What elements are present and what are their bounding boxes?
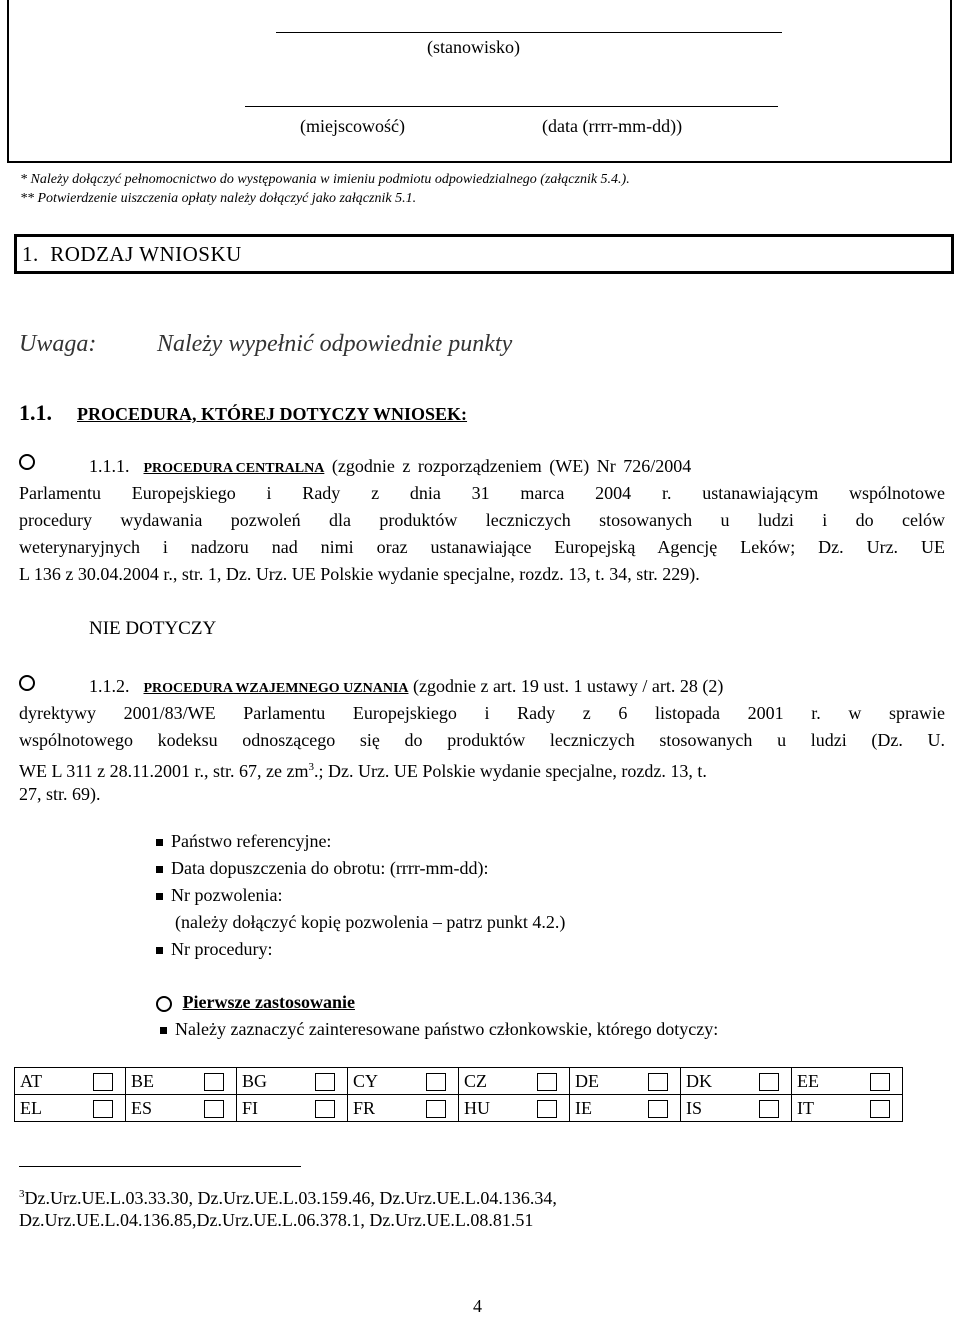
table-row (15, 1068, 903, 1095)
field-permit-note: (należy dołączyć kopię pozwolenia – patrz punkt 4.2.) (175, 912, 566, 932)
subsection-title: PROCEDURA, KTÓREJ DOTYCZY WNIOSEK: (77, 404, 468, 424)
country-cell: HU (459, 1095, 570, 1122)
mutual-recognition-line5: 27, str. 69). (19, 784, 101, 804)
field-authorization-date: Data dopuszczenia do obrotu: (rrrr-mm-dd): (156, 855, 489, 882)
country-checkbox[interactable] (759, 1100, 779, 1118)
position-label: (stanowisko) (427, 37, 520, 57)
signature-box (7, 0, 952, 163)
country-cell: DE (570, 1068, 681, 1095)
country-checkbox[interactable] (870, 1100, 890, 1118)
radio-central-procedure[interactable] (19, 453, 35, 471)
table-row (15, 1095, 903, 1122)
field-procedure-number: Nr procedury: (156, 936, 272, 963)
radio-circle-icon (19, 675, 35, 691)
footnote-line1: $^3$Dz.Urz.UE.L.03.33.30, Dz.Urz.UE.L.03.159.46, Dz.Urz.UE.L.04.136.34, (19, 1188, 557, 1208)
country-cell: BG (237, 1068, 348, 1095)
note-fee-confirmation: ** Potwierdzenie uiszczenia opłaty należy dołączyć jako załącznik 5.1. (20, 191, 417, 206)
country-cell: FR (348, 1095, 459, 1122)
country-checkbox[interactable] (537, 1100, 557, 1118)
field-reference-state: Państwo referencyjne: (156, 828, 331, 855)
first-use-title: Pierwsze zastosowanie (182, 992, 355, 1012)
square-bullet-icon (156, 839, 163, 846)
country-cell: IS (681, 1095, 792, 1122)
country-checkbox[interactable] (315, 1100, 335, 1118)
central-procedure-line2: Parlamentu Europejskiego i Rady z dnia 31 marca 2004 r. ustanawiającym wspólnotowe (19, 483, 945, 503)
radio-circle-icon (19, 454, 35, 470)
mutual-recognition-line1: 1.1.2. PROCEDURA WZAJEMNEGO UZNANIA (zgodnie z art. 19 ust. 1 ustawy / art. 28 (2) (89, 676, 724, 696)
member-state-table (14, 1067, 903, 1122)
footnote-separator (19, 1166, 301, 1167)
square-bullet-icon (156, 947, 163, 954)
uwaga-text: Należy wypełnić odpowiednie punkty (157, 331, 513, 357)
date-label: (data (rrrr-mm-dd)) (542, 116, 683, 136)
country-cell: CY (348, 1068, 459, 1095)
central-procedure-line1: 1.1.1. PROCEDURA CENTRALNA (zgodnie z rozporządzeniem (WE) Nr 726/2004 (89, 456, 692, 476)
central-procedure-line4: weterynaryjnych i nadzoru nad nimi oraz ustanawiające Europejską Agencję Leków; Dz. Urz. UE (19, 537, 945, 557)
country-cell: IE (570, 1095, 681, 1122)
country-checkbox[interactable] (204, 1100, 224, 1118)
country-cell: EE (792, 1068, 903, 1095)
radio-mutual-recognition[interactable] (19, 674, 35, 692)
footnote-line2: Dz.Urz.UE.L.04.136.85,Dz.Urz.UE.L.06.378.1, Dz.Urz.UE.L.08.81.51 (19, 1210, 534, 1230)
country-checkbox[interactable] (315, 1073, 335, 1091)
mutual-recognition-line3: wspólnotowego kodeksu odnoszącego się do produktów leczniczych stosowanych u ludzi (Dz. U. (19, 730, 945, 750)
mutual-recognition-title: PROCEDURA WZAJEMNEGO UZNANIA (143, 681, 409, 696)
square-bullet-icon (160, 1027, 167, 1034)
page-number: 4 (473, 1296, 482, 1316)
country-cell: BE (126, 1068, 237, 1095)
mutual-recognition-line2: dyrektywy 2001/83/WE Parlamentu Europejskiego i Rady z 6 listopada 2001 r. w sprawie (19, 703, 945, 723)
country-checkbox[interactable] (93, 1100, 113, 1118)
subsection-heading (19, 400, 467, 426)
position-signature-line (276, 32, 782, 33)
field-permit-number: Nr pozwolenia: (156, 882, 282, 909)
uwaga-label: Uwaga: (19, 331, 97, 357)
radio-circle-icon (156, 996, 172, 1012)
section-header-box (14, 234, 954, 274)
country-cell: IT (792, 1095, 903, 1122)
country-checkbox[interactable] (870, 1073, 890, 1091)
country-checkbox[interactable] (204, 1073, 224, 1091)
country-cell: DK (681, 1068, 792, 1095)
subsection-number: 1.1. (19, 400, 52, 425)
country-checkbox[interactable] (426, 1100, 446, 1118)
central-procedure-status: NIE DOTYCZY (89, 618, 217, 639)
place-date-line (245, 106, 778, 107)
country-cell: EL (15, 1095, 126, 1122)
place-label: (miejscowość) (300, 116, 405, 136)
central-procedure-title: PROCEDURA CENTRALNA (143, 461, 325, 476)
mutual-recognition-line4: WE L 311 z 28.11.2001 r., str. 67, ze $zm^3$.; Dz. Urz. UE Polskie wydanie specjalne, rozdz. 13, t. (19, 761, 707, 781)
section-title: 1. RODZAJ WNIOSKU (22, 242, 242, 266)
country-checkbox[interactable] (648, 1073, 668, 1091)
country-checkbox[interactable] (426, 1073, 446, 1091)
first-use-instruction: Należy zaznaczyć zainteresowane państwo członkowskie, którego dotyczy: (160, 1016, 718, 1043)
square-bullet-icon (156, 866, 163, 873)
country-cell: FI (237, 1095, 348, 1122)
country-cell: CZ (459, 1068, 570, 1095)
country-cell: ES (126, 1095, 237, 1122)
note-power-of-attorney: * Należy dołączyć pełnomocnictwo do występowania w imieniu podmiotu odpowiedzialnego (załącznik 5.4.). (20, 172, 630, 187)
first-use-option[interactable] (156, 992, 355, 1013)
country-checkbox[interactable] (648, 1100, 668, 1118)
central-procedure-line5: L 136 z 30.04.2004 r., str. 1, Dz. Urz. UE Polskie wydanie specjalne, rozdz. 13, t. 34, str. 229). (19, 564, 700, 584)
central-procedure-line3: procedury wydawania pozwoleń dla produktów leczniczych stosowanych u ludzi i do celów (19, 510, 945, 530)
square-bullet-icon (156, 893, 163, 900)
country-checkbox[interactable] (537, 1073, 557, 1091)
country-checkbox[interactable] (759, 1073, 779, 1091)
country-checkbox[interactable] (93, 1073, 113, 1091)
country-cell: AT (15, 1068, 126, 1095)
